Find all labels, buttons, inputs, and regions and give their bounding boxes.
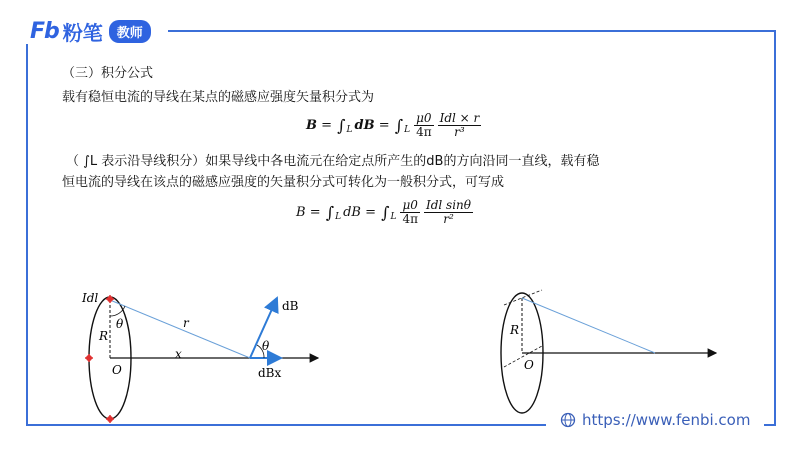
formula1-mid: dB — [354, 118, 375, 133]
right-r-line — [522, 298, 655, 353]
right-label-R: R — [510, 323, 520, 337]
formula1-mu-num: μ0 — [416, 111, 432, 125]
formula1-int1: ∫ — [337, 116, 346, 135]
paragraph-line-3: （ ∫L 表示沿导线积分）如果导线中各电流元在给定点所产生的dB的方向沿同一直线，载有稳 — [66, 154, 600, 169]
logo-tag: 教师 — [109, 20, 151, 43]
formula2-sub1: L — [335, 211, 342, 222]
formula2-int1: ∫ — [325, 203, 335, 222]
logo-brand: 粉笔 — [62, 20, 103, 45]
formula2-mid: dB — [343, 205, 361, 220]
formula2-num: Idl sinθ — [425, 198, 471, 212]
globe-icon — [560, 412, 576, 428]
label-theta-top: θ — [116, 317, 124, 331]
right-tangent-top — [504, 290, 542, 305]
formula1-num: Idl × r — [439, 111, 480, 125]
formula1-eq1: = — [317, 118, 337, 133]
formula2-mu-den: 4π — [402, 212, 418, 226]
paragraph-line-4: 恒电流的导线在该点的磁感应强度的矢量积分式可转化为一般积分式，可写成 — [62, 175, 505, 190]
formula2-int2: ∫ — [381, 203, 390, 222]
formula1-int2: ∫ — [394, 116, 404, 135]
formula2-sub2: L — [390, 211, 397, 222]
formula1-eq2: = — [374, 118, 394, 133]
left-diagram — [81, 291, 318, 423]
paragraph-line-1: 载有稳恒电流的导线在某点的磁感应强度矢量积分式为 — [62, 90, 375, 105]
label-Idl: Idl — [82, 291, 99, 305]
right-tangent-center — [504, 346, 542, 367]
formula1-den: r³ — [454, 125, 465, 139]
formula2-eq1: = — [305, 205, 325, 220]
label-R: R — [99, 329, 109, 343]
formula1-sub1: L — [346, 124, 353, 135]
formula1-mu-den: 4π — [416, 125, 432, 139]
formula2-eq2: = — [360, 205, 381, 220]
footer-url-text[interactable]: https://www.fenbi.com — [582, 411, 751, 429]
label-theta-right: θ — [262, 339, 270, 353]
label-dB: dB — [282, 299, 299, 313]
formula2-den: r² — [443, 212, 454, 226]
right-diagram — [501, 290, 716, 413]
formula1-lhs: B — [306, 118, 317, 133]
label-O: O — [112, 363, 122, 377]
label-x: x — [175, 347, 182, 361]
logo-mark: Fb — [30, 18, 59, 44]
label-dBx: dBx — [258, 366, 282, 380]
footer-url[interactable] — [556, 411, 754, 429]
formula1-sub2: L — [404, 124, 411, 135]
current-element-marker-bottom — [106, 415, 114, 423]
formula2-lhs: B — [296, 205, 306, 220]
label-r: r — [183, 316, 189, 330]
current-element-marker-top — [106, 295, 114, 303]
formula2-mu-num: μ0 — [402, 198, 418, 212]
current-element-marker-left — [85, 354, 93, 362]
right-label-O: O — [524, 358, 534, 372]
section-title: （三）积分公式 — [62, 66, 154, 81]
